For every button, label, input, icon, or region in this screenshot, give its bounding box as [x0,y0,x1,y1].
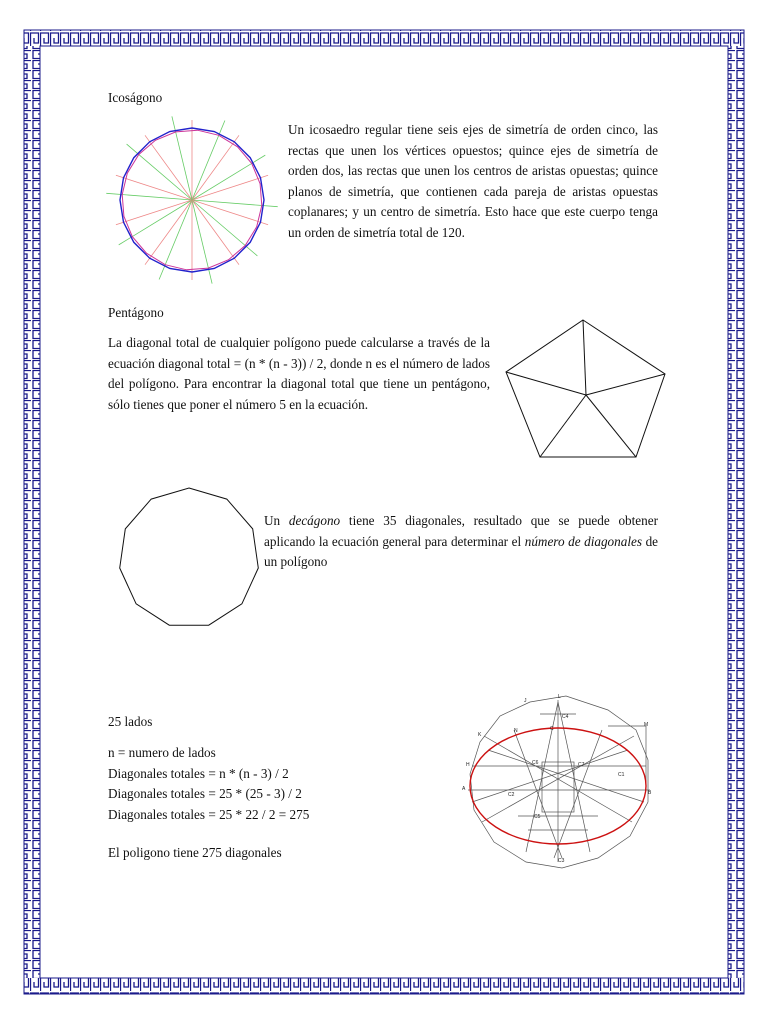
pentagon-inner-line [586,395,636,457]
construction-diagram [458,690,664,876]
symmetry-axis [116,175,192,200]
decagono-term: decágono [288,513,341,528]
label-C3: C3 [558,858,565,864]
symmetry-axis [192,155,265,200]
label-H: H [466,762,470,768]
label-J: J [524,698,527,704]
lados25-conclusion: El poligono tiene 275 diagonales [108,845,282,860]
outer-polygon [470,696,648,868]
formula-line: Diagonales totales = 25 * 22 / 2 = 275 [108,806,310,822]
symmetry-axis [192,200,278,207]
pentagon-figure [500,316,672,462]
symmetry-axis [192,175,268,200]
icosagono-title: Icoságono [108,90,163,105]
label-C: C [550,726,554,732]
symmetry-axis [119,200,192,245]
label-A: A [462,786,466,792]
decagon-figure [108,484,270,632]
symmetry-axis [192,200,257,256]
numero-diagonales-term: número de diagonales [524,533,642,549]
icosagon-symmetry-axes [106,116,277,283]
decagono-text-1: Un [264,513,289,528]
formula-line: Diagonales totales = n * (n - 3) / 2 [108,765,289,781]
symmetry-axis [192,200,239,265]
symmetry-axis [145,135,192,200]
pentagono-paragraph: La diagonal total de cualquier polígono puede calcularse a través de la ecuación diagonal total = (n * (n - 3)) / 2, donde n es el número de lados del polígono. Para encontrar la diagonal total que tiene un pentágono, sólo tienes que poner el número 5 en la ecuación. [108,335,490,412]
label-C5: C5 [534,814,541,820]
label-M: M [644,722,649,728]
label-C1: C1 [618,772,625,778]
icosagono-paragraph: Un icosaedro regular tiene seis ejes de simetría de orden cinco, las rectas que unen los vértices opuestos; quince ejes de simetría de orden dos, las rectas que unen los centros de aristas opuestas; quince planos de simetría, que contienen cada pareja de aristas opuestas coplanares; y un centro de simetría. Esto hace que este cuerpo tenga un orden de simetría total de 120. [288,122,658,240]
decagono-text-2: tiene 35 diagonales, resultado que se puede obtener aplicando la ecuación general para determinar el [264,513,659,549]
icosagon-figure [104,110,280,290]
formula-line: Diagonales totales = 25 * (25 - 3) / 2 [108,786,302,802]
decagono-paragraph [264,511,658,573]
decagon-outline [120,488,259,625]
label-C6: C6 [532,760,539,766]
symmetry-axis [127,144,192,200]
symmetry-axis [145,200,192,265]
pentagon-inner-line [540,395,586,457]
lados25-title: 25 lados [108,714,153,729]
label-N: N [514,728,518,734]
label-C2: C2 [508,792,515,798]
decagono-text-3: de un polígono [264,533,659,570]
symmetry-axis [192,135,239,200]
label-K: K [478,732,482,738]
pentagon-inner-line [586,374,665,395]
symmetry-axis [192,200,268,225]
label-C4: C4 [562,714,569,720]
lados25-formulas [108,743,309,825]
pentagono-title: Pentágono [108,305,164,320]
label-L: L [558,694,561,700]
pentagon-inner-line [583,320,586,395]
symmetry-axis [116,200,192,225]
label-C7: C7 [578,762,585,768]
symmetry-axis [106,193,192,200]
construction-line [472,750,628,802]
formula-line: n = numero de lados [108,745,216,760]
pentagon-inner-line [506,372,586,395]
label-B: B [648,790,652,796]
